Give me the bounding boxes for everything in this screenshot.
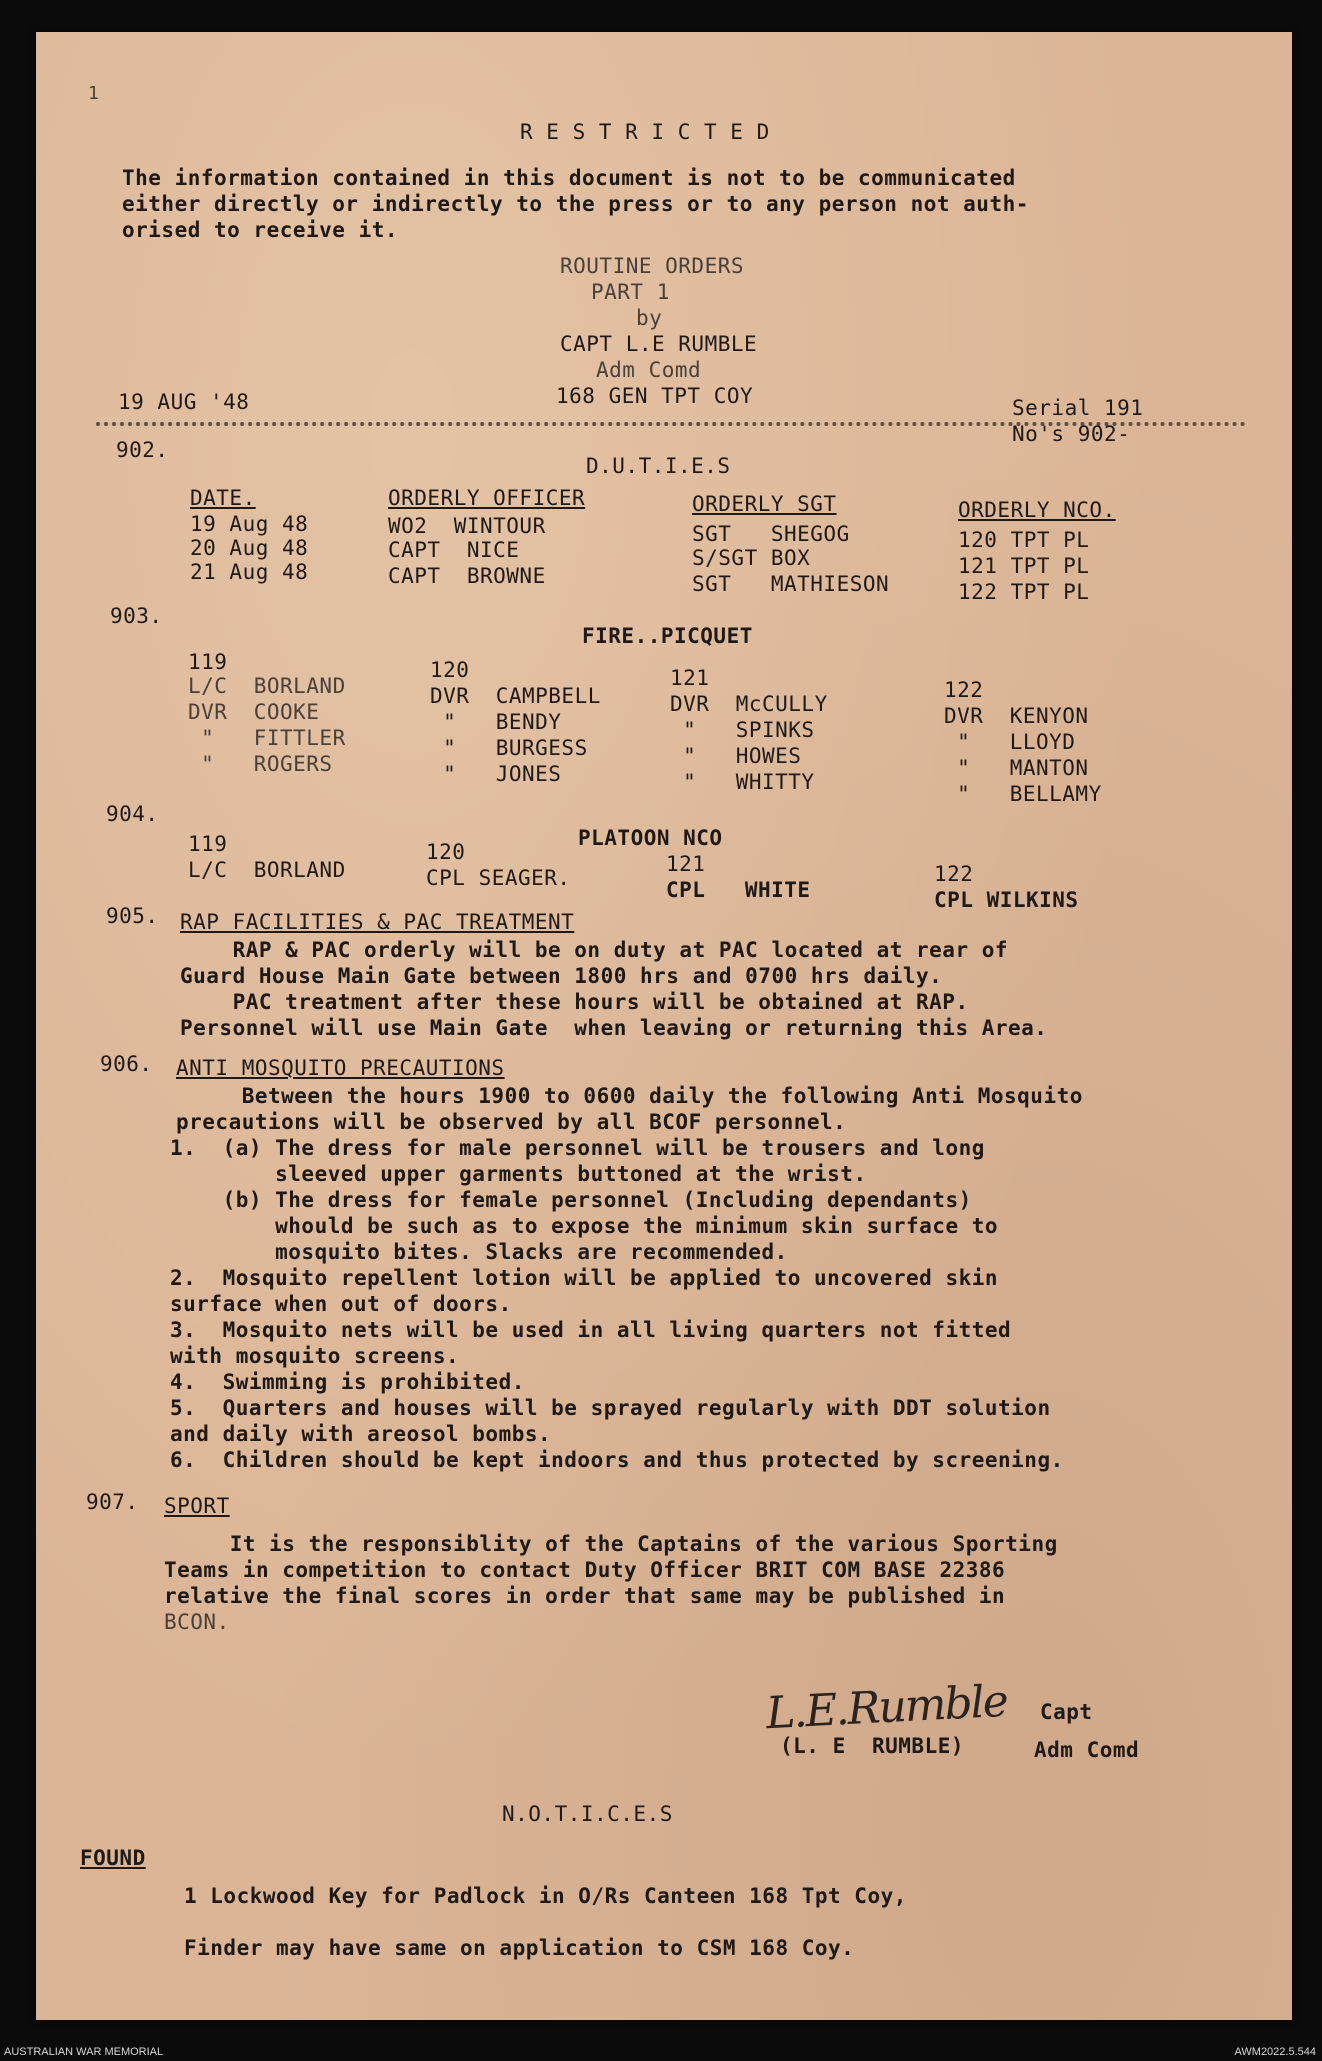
duties-row-1-nco: 120 TPT PL (958, 528, 1090, 552)
found-line-2: Finder may have same on application to CSM 168 Coy. (184, 1936, 855, 1960)
picquet-120-line-3: " BURGESS (430, 736, 588, 760)
nco-platoon-122: 122 (934, 862, 974, 886)
classification-heading: R E S T R I C T E D (520, 120, 770, 144)
duties-row-3-date: 21 Aug 48 (190, 560, 309, 584)
rap-line-1: RAP & PAC orderly will be on duty at PAC located at rear of (180, 938, 1009, 962)
mosquito-line-2: precautions will be observed by all BCOF personnel. (176, 1110, 847, 1134)
picquet-121-line-4: " WHITTY (670, 770, 815, 794)
mosquito-line-3: 1. (a) The dress for male personnel will be trousers and long (170, 1136, 985, 1160)
section-number-904: 904. (106, 802, 159, 826)
mosquito-line-5: (b) The dress for female personnel (Including dependants) (170, 1188, 972, 1212)
section-number-903: 903. (110, 604, 163, 628)
title-routine-orders: ROUTINE ORDERS (560, 254, 745, 278)
duties-row-2-sgt: S/SGT BOX (692, 546, 811, 570)
duties-heading: D.U.T.I.E.S (586, 454, 731, 478)
picquet-119-line-4: " ROGERS (188, 752, 333, 776)
found-line-1: 1 Lockwood Key for Padlock in O/Rs Canteen 168 Tpt Coy, (184, 1884, 907, 1908)
picquet-121-line-1: DVR McCULLY (670, 692, 828, 716)
picquet-120-line-4: " JONES (430, 762, 562, 786)
rap-line-4: Personnel will use Main Gate when leaving or returning this Area. (180, 1016, 1048, 1040)
picquet-121-line-3: " HOWES (670, 744, 802, 768)
duties-row-2-nco: 121 TPT PL (958, 554, 1090, 578)
duties-row-3-nco: 122 TPT PL (958, 580, 1090, 604)
duties-row-2-officer: CAPT NICE (388, 538, 520, 562)
platoon-nco-heading: PLATOON NCO (578, 826, 723, 850)
restriction-notice-line-3: orised to receive it. (122, 218, 399, 242)
restriction-notice-line-1: The information contained in this document is not to be communicated (122, 166, 1016, 190)
duties-col-orderly-officer: ORDERLY OFFICER (388, 486, 586, 510)
mosquito-line-12: 4. Swimming is prohibited. (170, 1370, 525, 1394)
footer-accession-number: AWM2022.5.544 (1234, 2046, 1316, 2058)
order-date: 19 AUG '48 (118, 390, 250, 414)
nco-121-name: CPL WHITE (666, 878, 811, 902)
sport-heading: SPORT (164, 1494, 230, 1518)
duties-row-3-sgt: SGT MATHIESON (692, 572, 890, 596)
mosquito-line-11: with mosquito screens. (170, 1344, 460, 1368)
signature-name: (L. E RUMBLE) (780, 1734, 965, 1758)
nco-122-name: CPL WILKINS (934, 888, 1079, 912)
nco-platoon-121: 121 (666, 852, 706, 876)
order-numbers: No's 902- (1012, 422, 1131, 446)
picquet-platoon-122: 122 (944, 678, 984, 702)
duties-row-2-date: 20 Aug 48 (190, 536, 309, 560)
mosquito-line-14: and daily with areosol bombs. (170, 1422, 552, 1446)
mosquito-line-13: 5. Quarters and houses will be sprayed regularly with DDT solution (170, 1396, 1051, 1420)
picquet-platoon-121: 121 (670, 666, 710, 690)
picquet-122-line-3: " MANTON (944, 756, 1089, 780)
picquet-122-line-4: " BELLAMY (944, 782, 1102, 806)
title-commander: CAPT L.E RUMBLE (560, 332, 758, 356)
signature-role: Adm Comd (1034, 1738, 1140, 1762)
mosquito-line-4: sleeved upper garments buttoned at the wrist. (170, 1162, 867, 1186)
title-by: by (636, 306, 663, 330)
rap-heading: RAP FACILITIES & PAC TREATMENT (180, 910, 575, 934)
picquet-platoon-120: 120 (430, 658, 470, 682)
picquet-120-line-2: " BENDY (430, 710, 562, 734)
document-page (36, 32, 1292, 2020)
sport-line-1: It is the responsiblity of the Captains of the various Sporting (164, 1532, 1058, 1556)
title-part: PART 1 (591, 280, 670, 304)
rap-line-3: PAC treatment after these hours will be obtained at RAP. (180, 990, 969, 1014)
nco-platoon-120: 120 (426, 840, 466, 864)
mosquito-line-8: 2. Mosquito repellent lotion will be applied to uncovered skin (170, 1266, 999, 1290)
signature-rank: Capt (1040, 1700, 1093, 1724)
fire-picquet-heading: FIRE..PICQUET (582, 624, 753, 648)
mosquito-heading: ANTI MOSQUITO PRECAUTIONS (176, 1056, 505, 1080)
duties-row-1-date: 19 Aug 48 (190, 512, 309, 536)
picquet-122-line-2: " LLOYD (944, 730, 1076, 754)
duties-col-orderly-sgt: ORDERLY SGT (692, 492, 837, 516)
picquet-121-line-2: " SPINKS (670, 718, 815, 742)
footer-credit: AUSTRALIAN WAR MEMORIAL (4, 2046, 164, 2058)
page-mark: 1 (88, 83, 100, 104)
duties-row-1-officer: WO2 WINTOUR (388, 514, 546, 538)
picquet-119-line-1: L/C BORLAND (188, 674, 346, 698)
picquet-119-line-2: DVR COOKE (188, 700, 320, 724)
mosquito-line-15: 6. Children should be kept indoors and thus protected by screening. (170, 1448, 1064, 1472)
picquet-119-line-3: " FITTLER (188, 726, 346, 750)
section-number-906: 906. (100, 1052, 153, 1076)
nco-120-name: CPL SEAGER. (426, 866, 571, 890)
found-label: FOUND (80, 1846, 146, 1870)
mosquito-line-6: whould be such as to expose the minimum skin surface to (170, 1214, 999, 1238)
sport-line-4: BCON. (164, 1610, 230, 1634)
duties-row-1-sgt: SGT SHEGOG (692, 522, 850, 546)
serial-number: Serial 191 (1012, 396, 1144, 420)
title-appointment: Adm Comd (596, 358, 702, 382)
mosquito-line-1: Between the hours 1900 to 0600 daily the following Anti Mosquito (176, 1084, 1083, 1108)
notices-heading: N.O.T.I.C.E.S (502, 1802, 673, 1826)
picquet-122-line-1: DVR KENYON (944, 704, 1089, 728)
rap-line-2: Guard House Main Gate between 1800 hrs and 0700 hrs daily. (180, 964, 943, 988)
title-unit: 168 GEN TPT COY (556, 384, 754, 408)
mosquito-line-7: mosquito bites. Slacks are recommended. (170, 1240, 788, 1264)
signature-scribble: L.E.Rumble (764, 1675, 1008, 1740)
mosquito-line-9: surface when out of doors. (170, 1292, 512, 1316)
sport-line-2: Teams in competition to contact Duty Officer BRIT COM BASE 22386 (164, 1558, 1006, 1582)
nco-119-name: L/C BORLAND (188, 858, 346, 882)
sport-line-3: relative the final scores in order that same may be published in (164, 1584, 1006, 1608)
mosquito-line-10: 3. Mosquito nets will be used in all living quarters not fitted (170, 1318, 1012, 1342)
dotted-separator (96, 422, 1246, 436)
section-number-907: 907. (86, 1490, 139, 1514)
section-number-905: 905. (106, 904, 159, 928)
picquet-platoon-119: 119 (188, 650, 228, 674)
restriction-notice-line-2: either directly or indirectly to the press or to any person not auth- (122, 192, 1029, 216)
section-number-902: 902. (116, 438, 169, 462)
nco-platoon-119: 119 (188, 832, 228, 856)
picquet-120-line-1: DVR CAMPBELL (430, 684, 601, 708)
duties-col-date: DATE. (190, 486, 256, 510)
duties-col-orderly-nco: ORDERLY NCO. (958, 498, 1116, 522)
duties-row-3-officer: CAPT BROWNE (388, 564, 546, 588)
